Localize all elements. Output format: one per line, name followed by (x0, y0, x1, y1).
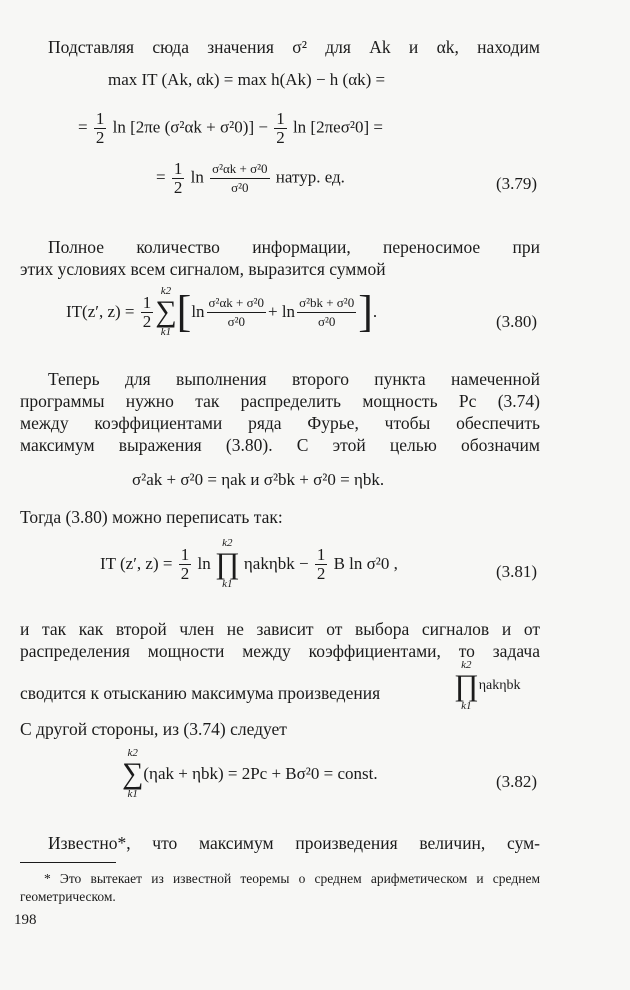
fraction-a-term: $\frac{\text{σ²αk + σ²0}}{\text{σ²0}}$ (208, 294, 264, 329)
page-number: 198 (14, 912, 37, 928)
fraction-half: $\frac{1}{2}$ (173, 159, 183, 197)
eq-prefix: = (78, 117, 92, 137)
equation-number: (3.80) (496, 312, 538, 331)
equation-3-79-line-1: max IT (Ak, αk) = max h(Ak) − h (αk) = (108, 70, 386, 89)
sum-operator: k2 ∑ k1 (155, 285, 177, 338)
paragraph-power-line-2: программы нужно так распределить мощность Pc (3.74) (20, 391, 540, 411)
eq-term: ln [2πe (σ²αk + σ²0)] − (108, 117, 273, 137)
product-operator: k2 ∏ k1 (454, 659, 479, 712)
fraction-variance-ratio: $\frac{\text{σ²αk + σ²0}}{\text{σ²0}}$ (212, 161, 268, 195)
paragraph-substitution: Подставляя сюда значения σ² для Ak и αk, находим (48, 37, 540, 57)
unit-label: натур. ед. (271, 167, 345, 187)
fraction-half: $\frac{1}{2}$ (180, 544, 190, 583)
sum-operator: k2 ∑ k1 (122, 747, 144, 800)
product-operator: k2 ∏ k1 (214, 537, 240, 590)
paragraph-power-line-1: Теперь для выполнения второго пункта намеченной (48, 369, 540, 389)
fraction-half: $\frac{1}{2}$ (276, 109, 285, 147)
paragraph-other-side: С другой стороны, из (3.74) следует (20, 719, 287, 739)
paragraph-power-line-4: максимум выражения (3.80). С этой целью обозначим (20, 435, 540, 455)
paragraph-rewrite: Тогда (3.80) можно переписать так: (20, 507, 283, 527)
fraction-half: $\frac{1}{2}$ (95, 109, 105, 147)
paragraph-known: Известно*, что максимум произведения величин, сум- (48, 833, 540, 853)
equation-number: (3.82) (496, 772, 538, 791)
footnote: * Это вытекает из известной теоремы о среднем арифметическом и среднем геометрическом. (20, 871, 540, 904)
eq-term: ln [2πeσ²0] = (288, 117, 383, 137)
paragraph-reduction-line-3: сводится к отысканию максимума произведения (20, 683, 381, 703)
fraction-half: $\frac{1}{2}$ (316, 544, 326, 583)
paragraph-reduction-line-1: и так как второй член не зависит от выбора сигналов и от (20, 619, 540, 639)
paragraph-reduction-line-2: распределения мощности между коэффициентами, то задача (20, 641, 540, 661)
paragraph-power-line-3: между коэффициентами ряда Фурье, чтобы обеспечить (20, 413, 540, 433)
paragraph-total-info-line-1: Полное количество информации, переносимое при (48, 237, 540, 257)
eta-definition: σ²ak + σ²0 = ηak и σ²bk + σ²0 = ηbk. (132, 470, 385, 489)
equation-3-80: IT(z′, z) = $\frac{1}{2}$ k2 ∑ k1 [ln $\frac{\text{σ²αk + σ²0}}{\text{σ²0}}$ + ln $\frac{\text{σ²bk + σ²0}}{\text{σ²0}}$ ]. (66, 285, 378, 338)
equation-3-81: IT (z′, z) = $\frac{1}{2}$ ln k2 ∏ k1 ηakηbk − $\frac{1}{2}$ B ln σ²0 , (100, 537, 398, 590)
footnote-divider (20, 862, 116, 863)
inline-product: k2 ∏ k1 ηakηbk (454, 659, 521, 712)
equation-3-79-line-2 (78, 110, 383, 147)
equation-number: (3.81) (496, 562, 538, 581)
paragraph-total-info-line-2: этих условиях всем сигналом, выразится суммой (20, 259, 386, 279)
equation-3-82: k2 ∑ k1 (ηak + ηbk) = 2Pc + Bσ²0 = const. (122, 747, 378, 800)
equation-3-79-line-3: = $\frac{1}{2}$ ln $\frac{\text{σ²αk + σ²0}}{\text{σ²0}}$ натур. ед. (156, 159, 345, 197)
fraction-half: $\frac{1}{2}$ (142, 292, 152, 331)
equation-number: (3.79) (496, 174, 538, 193)
fraction-b-term: $\frac{\text{σ²bk + σ²0}}{\text{σ²0}}$ (299, 294, 355, 329)
